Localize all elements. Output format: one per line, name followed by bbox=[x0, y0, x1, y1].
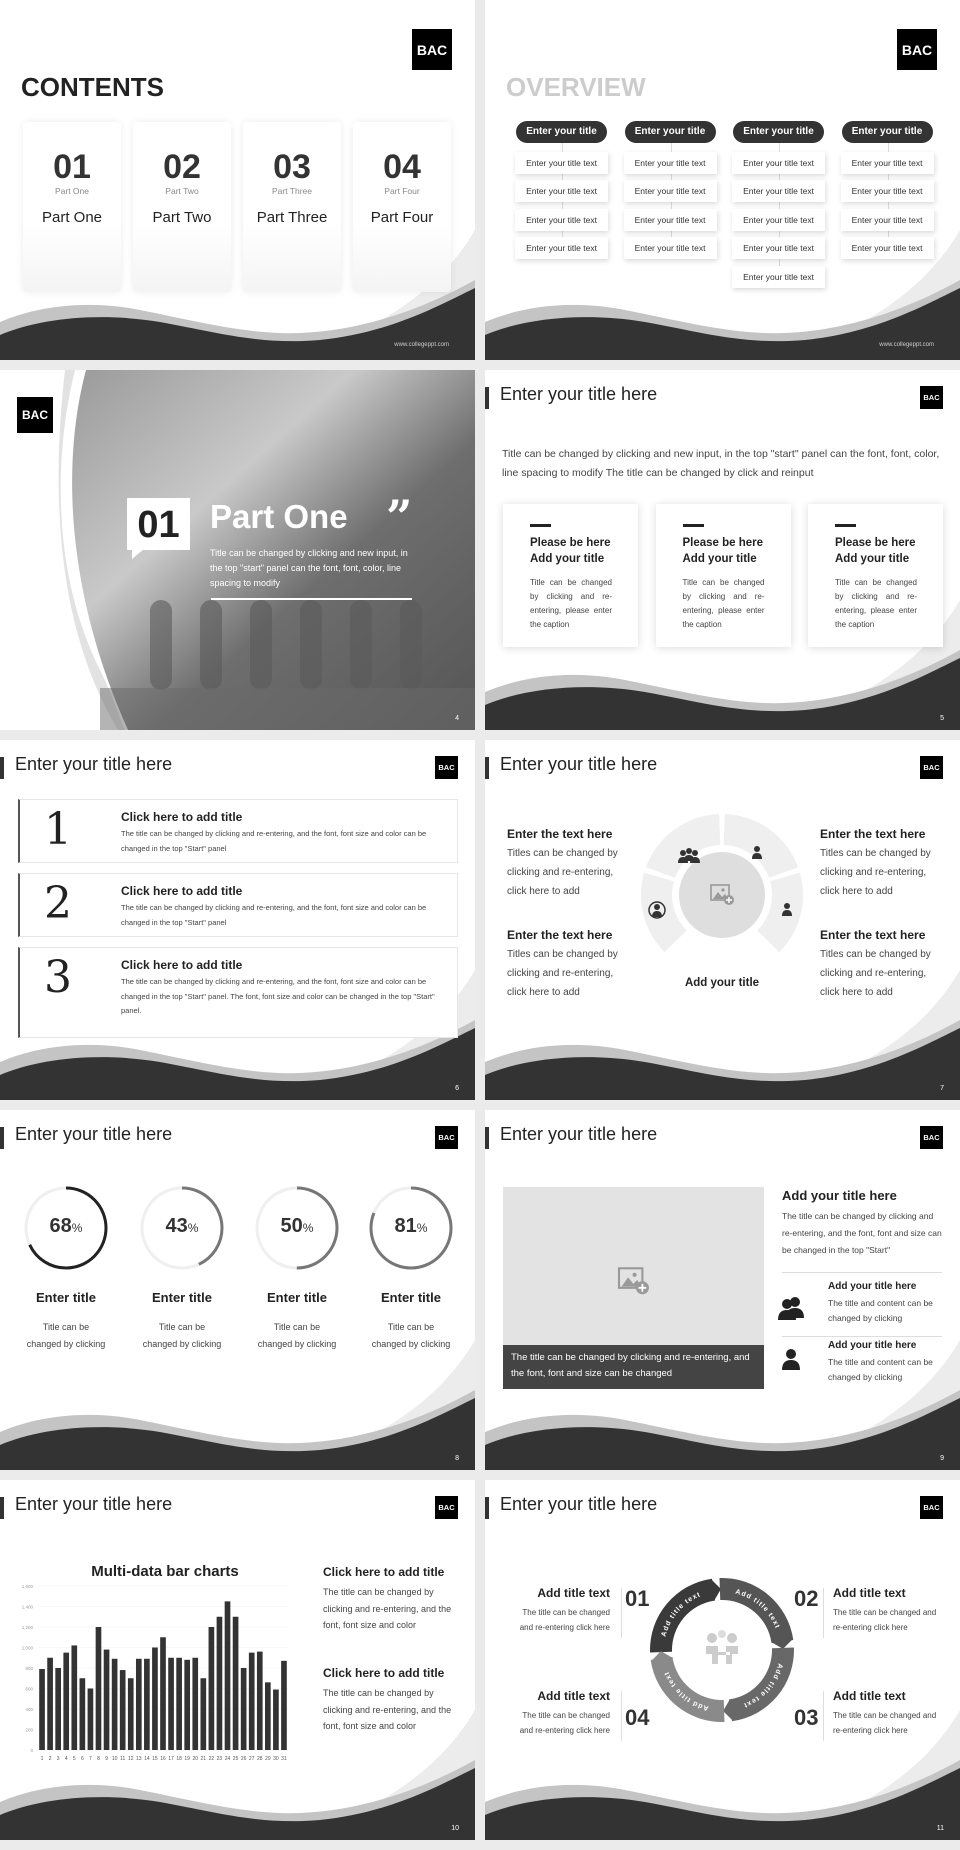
page-number: 9 bbox=[940, 1455, 944, 1462]
chart-title: Multi-data bar charts bbox=[91, 1563, 239, 1580]
bar bbox=[257, 1652, 263, 1750]
x-tick-label: 29 bbox=[265, 1756, 271, 1762]
bar bbox=[209, 1627, 215, 1750]
gauge-unit: % bbox=[416, 1221, 428, 1235]
card-body: Title can be changed by clicking and re-entering, please enter the caption bbox=[530, 578, 612, 629]
main-title: Add your title here bbox=[782, 1188, 897, 1203]
text-block-title: Enter the text here bbox=[820, 827, 926, 841]
photo-arch-window bbox=[200, 600, 222, 690]
cycle-segment bbox=[729, 1647, 794, 1721]
gauge-unit: % bbox=[187, 1221, 199, 1235]
gauge-title: Enter title bbox=[381, 1290, 441, 1305]
x-tick-label: 9 bbox=[105, 1756, 108, 1762]
overview-item[interactable]: Enter your title text bbox=[732, 152, 825, 174]
gauge-body: Title can be changed by clicking bbox=[257, 1322, 337, 1349]
x-tick-label: 1 bbox=[40, 1756, 44, 1762]
page-number: 4 bbox=[455, 715, 459, 722]
overview-item[interactable]: Enter your title text bbox=[732, 237, 825, 259]
gauge-number: 68 bbox=[49, 1215, 72, 1237]
bar bbox=[176, 1658, 182, 1750]
row-body: The title can be changed by clicking and re-entering, and the font, font size and color can be changed in the top "Start" panel bbox=[121, 829, 427, 853]
photo-street bbox=[100, 688, 475, 730]
text-block-body: Titles can be changed by clicking and re-entering, click here to add bbox=[820, 848, 931, 897]
photo-arch-window bbox=[300, 600, 322, 690]
card-dash bbox=[530, 524, 551, 527]
item-title: Add your title here bbox=[828, 1340, 917, 1351]
card-subtitle: Part Three bbox=[271, 186, 312, 196]
slide-part-one[interactable] bbox=[0, 370, 475, 730]
row-number: 2 bbox=[44, 878, 72, 929]
page-number: 5 bbox=[940, 715, 944, 722]
x-tick-label: 2 bbox=[48, 1756, 52, 1762]
gauge-title: Enter title bbox=[36, 1290, 96, 1305]
segment-label-text: Add title text bbox=[742, 1662, 784, 1709]
bar bbox=[217, 1617, 223, 1750]
cycle-block-title: Add title text bbox=[537, 1586, 610, 1600]
x-tick-label: 4 bbox=[64, 1756, 68, 1762]
cycle-block-number: 04 bbox=[625, 1705, 650, 1730]
y-tick-label: 1,600 bbox=[21, 1584, 33, 1589]
cycle-block-body: The title can be changed and re-entering click here bbox=[519, 1711, 610, 1735]
card-number: 04 bbox=[383, 148, 421, 186]
card-title-line2: Add your title bbox=[682, 553, 757, 565]
x-tick-label: 28 bbox=[256, 1756, 263, 1762]
bar bbox=[104, 1650, 110, 1750]
slide-title[interactable]: Enter your title here bbox=[500, 1494, 658, 1514]
row-number: 3 bbox=[44, 952, 72, 1003]
row-body: The title can be changed by clicking and re-entering, and the font, font size and color can be changed in the top "Start" panel. The font, font size and color can be changed in the top "Start" panel. bbox=[121, 977, 435, 1015]
card-label: Part Two bbox=[152, 209, 212, 226]
gauge-title: Enter title bbox=[267, 1290, 327, 1305]
bar bbox=[88, 1689, 94, 1751]
cycle-block-title: Add title text bbox=[537, 1689, 610, 1703]
inner-circle bbox=[679, 852, 765, 938]
photo-arch-window bbox=[400, 600, 422, 690]
info-card[interactable] bbox=[656, 504, 791, 647]
head bbox=[784, 903, 790, 909]
text-block-body: Titles can be changed by clicking and re-entering, click here to add bbox=[507, 949, 618, 998]
wave-dark-band bbox=[485, 658, 960, 730]
x-tick-label: 16 bbox=[160, 1756, 166, 1762]
brand-logo: BAC bbox=[920, 756, 943, 779]
x-tick-label: 3 bbox=[56, 1756, 60, 1762]
y-tick-label: 600 bbox=[25, 1686, 33, 1692]
overview-item[interactable]: Enter your title text bbox=[624, 180, 717, 202]
intro-paragraph: Title can be changed by clicking and new input, in the top "start" panel can the font, font, color, line spacing to modify The title can be changed by click and reinput bbox=[502, 448, 940, 479]
gauge-body: Title can be changed by clicking bbox=[142, 1322, 222, 1349]
bar bbox=[136, 1659, 142, 1750]
cycle-block-title: Add title text bbox=[833, 1689, 906, 1703]
y-tick-label: 400 bbox=[25, 1707, 33, 1712]
figures bbox=[706, 1646, 738, 1664]
cycle-segment bbox=[650, 1579, 715, 1653]
list-row[interactable] bbox=[18, 799, 458, 863]
overview-item[interactable]: Enter your title text bbox=[515, 209, 608, 231]
overview-item[interactable]: Enter your title text bbox=[624, 209, 717, 231]
x-tick-label: 20 bbox=[192, 1756, 199, 1762]
photo-arch-window bbox=[250, 600, 272, 690]
brand-logo: BAC bbox=[17, 397, 53, 433]
card-subtitle: Part Four bbox=[384, 186, 420, 196]
x-tick-label: 5 bbox=[72, 1756, 76, 1762]
vertical-divider bbox=[621, 1691, 622, 1741]
bar-chart bbox=[0, 1480, 475, 1840]
item-body: The title and content can be changed by clicking bbox=[828, 1298, 933, 1323]
y-tick-label: 0 bbox=[30, 1748, 33, 1753]
card-title-line1: Please be here bbox=[530, 537, 611, 549]
x-tick-label: 26 bbox=[240, 1756, 247, 1762]
card-number: 02 bbox=[163, 148, 201, 186]
segment-label-text: Add title text bbox=[734, 1588, 781, 1630]
gauge-unit: % bbox=[302, 1221, 314, 1235]
quote-mark: ” bbox=[386, 490, 413, 544]
x-tick-label: 24 bbox=[224, 1756, 231, 1762]
brand-logo: BAC bbox=[920, 1126, 943, 1149]
page-number: 7 bbox=[940, 1085, 944, 1092]
head bbox=[686, 848, 692, 854]
overview-item[interactable]: Enter your title text bbox=[732, 180, 825, 202]
section-title: Part One bbox=[210, 498, 348, 535]
overview-column-title[interactable]: Enter your title bbox=[842, 121, 933, 143]
contents-card[interactable] bbox=[353, 122, 451, 292]
x-tick-label: 15 bbox=[152, 1756, 158, 1762]
gauge-number: 81 bbox=[394, 1215, 417, 1237]
page-number: 11 bbox=[936, 1825, 944, 1832]
contents-heading: CONTENTS bbox=[21, 72, 164, 102]
body bbox=[782, 1360, 800, 1370]
overview-item[interactable]: Enter your title text bbox=[841, 209, 934, 231]
cycle-block-number: 02 bbox=[794, 1586, 819, 1611]
row-title: Click here to add title bbox=[121, 810, 243, 824]
vertical-divider bbox=[621, 1588, 622, 1638]
gauge-unit: % bbox=[71, 1221, 83, 1235]
overview-heading: OVERVIEW bbox=[506, 72, 646, 102]
brand-logo: BAC bbox=[435, 1126, 458, 1149]
text-block-body: Titles can be changed by clicking and re-entering, click here to add bbox=[507, 848, 618, 897]
teamwork-icon bbox=[706, 1630, 738, 1664]
bar bbox=[249, 1653, 255, 1750]
overview-item[interactable]: Enter your title text bbox=[515, 180, 608, 202]
y-tick-label: 200 bbox=[25, 1727, 33, 1733]
card-title-line1: Please be here bbox=[835, 537, 916, 549]
bar bbox=[71, 1645, 77, 1750]
head bbox=[654, 904, 660, 910]
vertical-divider bbox=[823, 1588, 824, 1638]
x-tick-label: 17 bbox=[168, 1756, 174, 1762]
info-card[interactable] bbox=[503, 504, 638, 647]
cycle-block-body: The title can be changed and re-entering click here bbox=[833, 1711, 937, 1735]
text-block-title: Enter the text here bbox=[507, 827, 613, 841]
x-tick-label: 25 bbox=[232, 1756, 239, 1762]
contents-card[interactable] bbox=[133, 122, 231, 292]
head bbox=[680, 850, 686, 856]
bar bbox=[265, 1682, 271, 1750]
card-label: Part Three bbox=[256, 209, 328, 226]
cycle-block-body: The title can be changed and re-entering click here bbox=[519, 1608, 610, 1632]
item-body: The title and content can be changed by clicking bbox=[828, 1357, 933, 1382]
overview-column-title[interactable]: Enter your title bbox=[516, 121, 607, 143]
gauge-value bbox=[26, 1215, 106, 1238]
slide-contents[interactable] bbox=[0, 0, 475, 360]
overview-item[interactable]: Enter your title text bbox=[841, 180, 934, 202]
y-tick-label: 1,000 bbox=[21, 1645, 33, 1651]
bar bbox=[160, 1637, 166, 1750]
card-dash bbox=[835, 524, 856, 527]
bar bbox=[39, 1669, 45, 1750]
slide-title[interactable]: Enter your title here bbox=[500, 754, 658, 774]
bar bbox=[241, 1668, 247, 1750]
text-block-title: Enter the text here bbox=[507, 928, 613, 942]
overview-item[interactable]: Enter your title text bbox=[841, 152, 934, 174]
slide-5[interactable] bbox=[485, 370, 960, 730]
x-tick-label: 30 bbox=[273, 1756, 279, 1762]
gauge-body: Title can be changed by clicking bbox=[371, 1322, 451, 1349]
page-number: 6 bbox=[455, 1085, 459, 1092]
slide-8[interactable] bbox=[0, 1110, 475, 1470]
brand-logo: BAC bbox=[897, 29, 937, 70]
process-ring bbox=[485, 740, 960, 1100]
x-tick-label: 22 bbox=[208, 1756, 215, 1762]
gauge-number: 43 bbox=[165, 1215, 188, 1237]
brand-logo: BAC bbox=[920, 1496, 943, 1519]
x-tick-label: 8 bbox=[97, 1756, 100, 1762]
slide-10[interactable] bbox=[0, 1480, 475, 1840]
bar bbox=[200, 1678, 206, 1750]
slide-9[interactable] bbox=[485, 1110, 960, 1470]
wave-dark-band bbox=[485, 288, 960, 360]
x-tick-label: 6 bbox=[80, 1756, 84, 1762]
slide-title[interactable]: Enter your title here bbox=[15, 754, 173, 774]
bar bbox=[112, 1659, 118, 1750]
section-description: Title can be changed by clicking and new input, in the top "start" panel can the font, font, color, line spacing to modify bbox=[210, 548, 408, 588]
head bbox=[782, 1299, 792, 1309]
center-title: Add your title bbox=[684, 977, 760, 989]
text-block-body: Titles can be changed by clicking and re-entering, click here to add bbox=[820, 949, 931, 998]
text-block-body: The title can be changed by clicking and re-entering, and the font, font size and color bbox=[323, 1688, 452, 1731]
photo-arch-window bbox=[150, 600, 172, 690]
card-number: 01 bbox=[53, 148, 91, 186]
x-tick-label: 7 bbox=[89, 1756, 92, 1762]
brand-logo: BAC bbox=[435, 756, 458, 779]
x-tick-label: 23 bbox=[216, 1756, 223, 1762]
x-tick-label: 21 bbox=[200, 1756, 207, 1762]
bar bbox=[168, 1658, 174, 1750]
slide-overview[interactable] bbox=[485, 0, 960, 360]
card-subtitle: Part Two bbox=[165, 186, 199, 196]
overview-item[interactable]: Enter your title text bbox=[624, 237, 717, 259]
bar bbox=[184, 1660, 190, 1750]
x-tick-label: 18 bbox=[176, 1756, 182, 1762]
card-body: Title can be changed by clicking and re-entering, please enter the caption bbox=[835, 578, 917, 629]
bar bbox=[63, 1653, 69, 1750]
footer-url: www.collegeppt.com bbox=[879, 342, 934, 348]
cycle-block-title: Add title text bbox=[833, 1586, 906, 1600]
overview-item[interactable]: Enter your title text bbox=[624, 152, 717, 174]
gauge-value bbox=[371, 1215, 451, 1238]
gauge-body: Title can be changed by clicking bbox=[26, 1322, 106, 1349]
head bbox=[754, 846, 760, 852]
brand-logo: BAC bbox=[920, 386, 943, 409]
x-tick-label: 31 bbox=[281, 1756, 287, 1762]
slide-6[interactable] bbox=[0, 740, 475, 1100]
bar bbox=[192, 1658, 198, 1750]
overview-column-title[interactable]: Enter your title bbox=[733, 121, 824, 143]
slide-title[interactable]: Enter your title here bbox=[15, 1124, 173, 1144]
gauge-value bbox=[142, 1215, 222, 1238]
title-accent-bar bbox=[485, 387, 489, 409]
y-tick-label: 800 bbox=[25, 1666, 33, 1671]
divider-line bbox=[211, 598, 412, 600]
card-title-line2: Add your title bbox=[835, 553, 910, 565]
gauge-title: Enter title bbox=[152, 1290, 212, 1305]
bar bbox=[225, 1601, 231, 1750]
brand-logo: BAC bbox=[412, 29, 452, 70]
overview-item[interactable]: Enter your title text bbox=[515, 152, 608, 174]
image-caption: The title can be changed by clicking and re-entering, and the font, font and size can be changed bbox=[503, 1345, 764, 1389]
bar bbox=[281, 1661, 287, 1750]
gauge-number: 50 bbox=[280, 1215, 303, 1237]
badge-tail bbox=[132, 549, 144, 559]
overview-column-title[interactable]: Enter your title bbox=[625, 121, 716, 143]
overview-item[interactable]: Enter your title text bbox=[841, 237, 934, 259]
info-card[interactable] bbox=[808, 504, 943, 647]
segment-label-text: Add title text bbox=[660, 1591, 702, 1638]
card-title-line1: Please be here bbox=[682, 537, 764, 549]
photo-arch-window bbox=[350, 600, 372, 690]
bar bbox=[233, 1617, 239, 1750]
slide-11[interactable] bbox=[485, 1480, 960, 1840]
gauge-value bbox=[257, 1215, 337, 1238]
x-tick-label: 11 bbox=[120, 1756, 126, 1762]
card-body: Title can be changed by clicking and re-entering, please enter the caption bbox=[682, 578, 765, 629]
head bbox=[786, 1349, 796, 1359]
bar bbox=[96, 1627, 102, 1750]
cycle-diagram bbox=[485, 1480, 960, 1840]
check bbox=[718, 1630, 726, 1638]
person-icon bbox=[782, 1349, 800, 1370]
bar bbox=[144, 1659, 150, 1750]
wave-dark-band bbox=[0, 288, 475, 360]
x-tick-label: 13 bbox=[136, 1756, 142, 1762]
sun bbox=[721, 888, 724, 891]
row-number: 1 bbox=[44, 804, 72, 855]
x-tick-label: 10 bbox=[111, 1756, 118, 1762]
overview-item[interactable]: Enter your title text bbox=[515, 237, 608, 259]
text-block-title: Enter the text here bbox=[820, 928, 926, 942]
bar bbox=[152, 1648, 158, 1751]
section-number-badge: 01 bbox=[127, 498, 190, 550]
slide-title[interactable]: Enter your title here bbox=[500, 384, 658, 404]
cycle-block-number: 03 bbox=[794, 1705, 819, 1730]
text-block-body: The title can be changed by clicking and re-entering, and the font, font size and color bbox=[323, 1587, 452, 1630]
item-title: Add your title here bbox=[828, 1281, 917, 1292]
vertical-divider bbox=[823, 1691, 824, 1741]
row-title: Click here to add title bbox=[121, 958, 243, 972]
x-tick-label: 19 bbox=[184, 1756, 190, 1762]
overview-item[interactable]: Enter your title text bbox=[732, 209, 825, 231]
list-row[interactable] bbox=[18, 947, 458, 1038]
footer-url: www.collegeppt.com bbox=[394, 342, 449, 348]
title-accent-bar bbox=[0, 757, 4, 779]
text-block-title: Click here to add title bbox=[323, 1666, 445, 1680]
card-label: Part One bbox=[41, 209, 103, 226]
cycle-segment bbox=[651, 1657, 725, 1722]
y-tick-label: 1,400 bbox=[21, 1604, 33, 1610]
cycle-block-number: 01 bbox=[625, 1586, 650, 1611]
brand-logo: BAC bbox=[435, 1496, 458, 1519]
head bbox=[707, 1633, 717, 1643]
row-body: The title can be changed by clicking and re-entering, and the font, font size and color can be changed in the top "Start" panel bbox=[121, 903, 427, 927]
main-body: The title can be changed by clicking and re-entering, and the font, font and size can be changed in the top "Start" bbox=[782, 1211, 942, 1255]
cycle-block-body: The title can be changed and re-entering click here bbox=[833, 1608, 937, 1632]
list-row[interactable] bbox=[18, 873, 458, 937]
card-label: Part Four bbox=[370, 209, 434, 226]
bar bbox=[273, 1690, 279, 1750]
row-title: Click here to add title bbox=[121, 884, 243, 898]
page-number: 10 bbox=[451, 1825, 459, 1832]
head bbox=[692, 850, 698, 856]
bar bbox=[80, 1678, 86, 1750]
bar bbox=[120, 1670, 126, 1750]
card-subtitle: Part One bbox=[54, 186, 90, 196]
slide-7[interactable] bbox=[485, 740, 960, 1100]
card-dash bbox=[683, 524, 704, 527]
x-tick-label: 14 bbox=[144, 1756, 150, 1762]
text-block-title: Click here to add title bbox=[323, 1565, 445, 1579]
page-number: 8 bbox=[455, 1455, 459, 1462]
bar bbox=[55, 1668, 61, 1750]
card-number: 03 bbox=[273, 148, 311, 186]
head bbox=[727, 1633, 737, 1643]
contents-card[interactable] bbox=[23, 122, 121, 292]
x-tick-label: 27 bbox=[248, 1756, 255, 1762]
bar bbox=[128, 1678, 134, 1750]
overview-item[interactable]: Enter your title text bbox=[732, 266, 825, 288]
contents-card[interactable] bbox=[243, 122, 341, 292]
y-tick-label: 1,200 bbox=[21, 1625, 33, 1630]
wave-dark-band bbox=[0, 1028, 475, 1100]
segment-label-text: Add title text bbox=[663, 1670, 710, 1712]
slide-title[interactable]: Enter your title here bbox=[500, 1124, 658, 1144]
bar bbox=[47, 1658, 53, 1750]
card-title-line2: Add your title bbox=[530, 553, 605, 565]
slide-title[interactable]: Enter your title here bbox=[15, 1494, 173, 1514]
x-tick-label: 12 bbox=[127, 1756, 134, 1762]
